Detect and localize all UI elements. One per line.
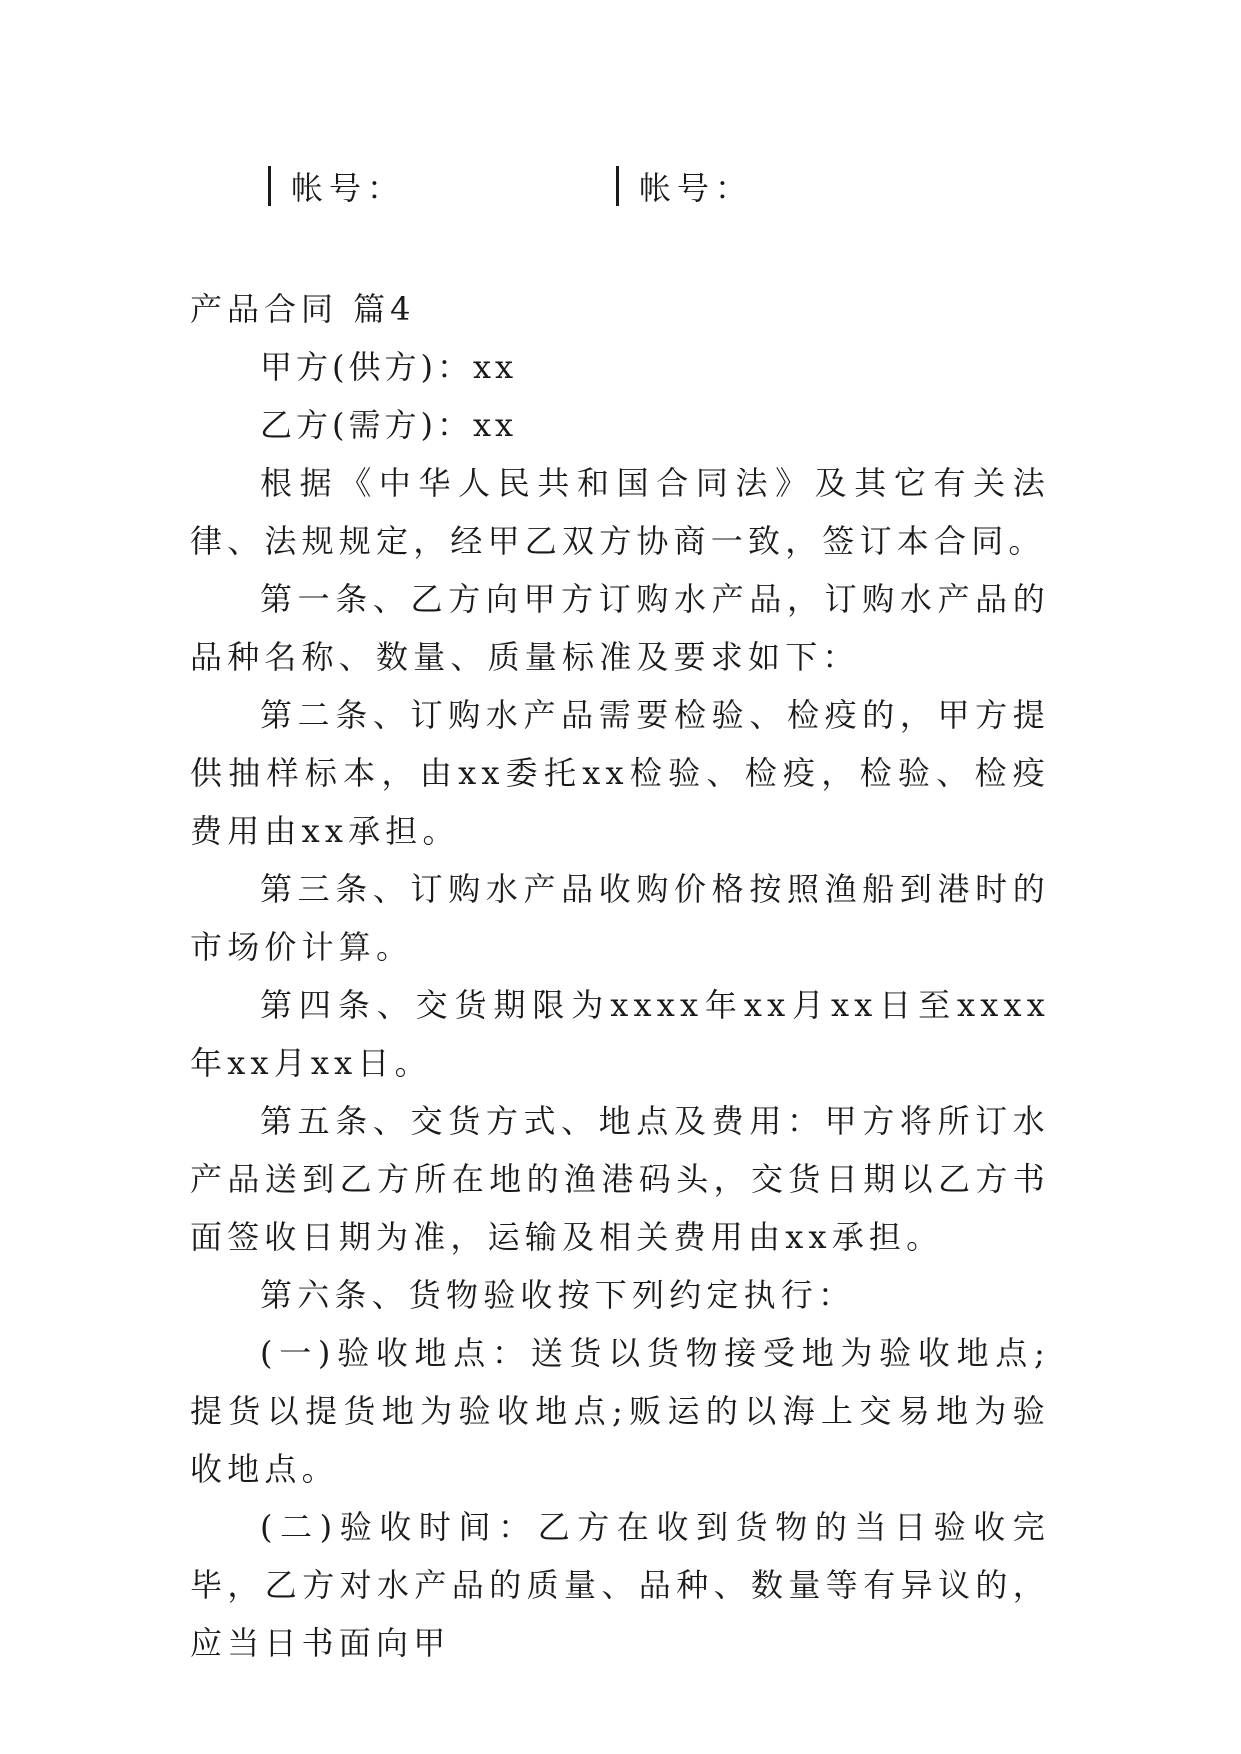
paragraph-article-2: 第二条、订购水产品需要检验、检疫的，甲方提供抽样标本，由xx委托xx检验、检疫，检验、检疫费用由xx承担。 (190, 696, 1050, 850)
account-cell-left (268, 162, 405, 210)
account-row (0, 162, 1241, 210)
table-border-right (616, 166, 619, 206)
account-label-left: 帐号： (291, 169, 406, 207)
contract-body (190, 280, 1050, 1672)
contract-heading: 产品合同 篇4 (190, 290, 416, 328)
table-border-left (268, 166, 271, 206)
paragraph-article-5: 第五条、交货方式、地点及费用：甲方将所订水产品送到乙方所在地的渔港码头，交货日期以乙方书面签收日期为准，运输及相关费用由xx承担。 (190, 1102, 1050, 1256)
paragraph-article-6: 第六条、货物验收按下列约定执行： (260, 1276, 856, 1314)
party-b-line: 乙方(需方)：xx (260, 406, 518, 444)
account-cell-right (616, 162, 753, 210)
paragraph-article-3: 第三条、订购水产品收购价格按照渔船到港时的市场价计算。 (190, 870, 1050, 966)
party-a-line: 甲方(供方)：xx (260, 348, 518, 386)
paragraph-article-1: 第一条、乙方向甲方订购水产品，订购水产品的品种名称、数量、质量标准及要求如下： (190, 580, 1050, 676)
paragraph-preamble: 根据《中华人民共和国合同法》及其它有关法律、法规规定，经甲乙双方协商一致，签订本合同。 (190, 464, 1050, 560)
paragraph-article-4: 第四条、交货期限为xxxx年xx月xx日至xxxx年xx月xx日。 (190, 986, 1050, 1082)
account-label-right: 帐号： (639, 169, 754, 207)
paragraph-article-6-item-1: (一)验收地点：送货以货物接受地为验收地点;提货以提货地为验收地点;贩运的以海上交易地为验收地点。 (190, 1334, 1050, 1488)
paragraph-article-6-item-2: (二)验收时间：乙方在收到货物的当日验收完毕，乙方对水产品的质量、品种、数量等有异议的，应当日书面向甲 (190, 1508, 1050, 1662)
